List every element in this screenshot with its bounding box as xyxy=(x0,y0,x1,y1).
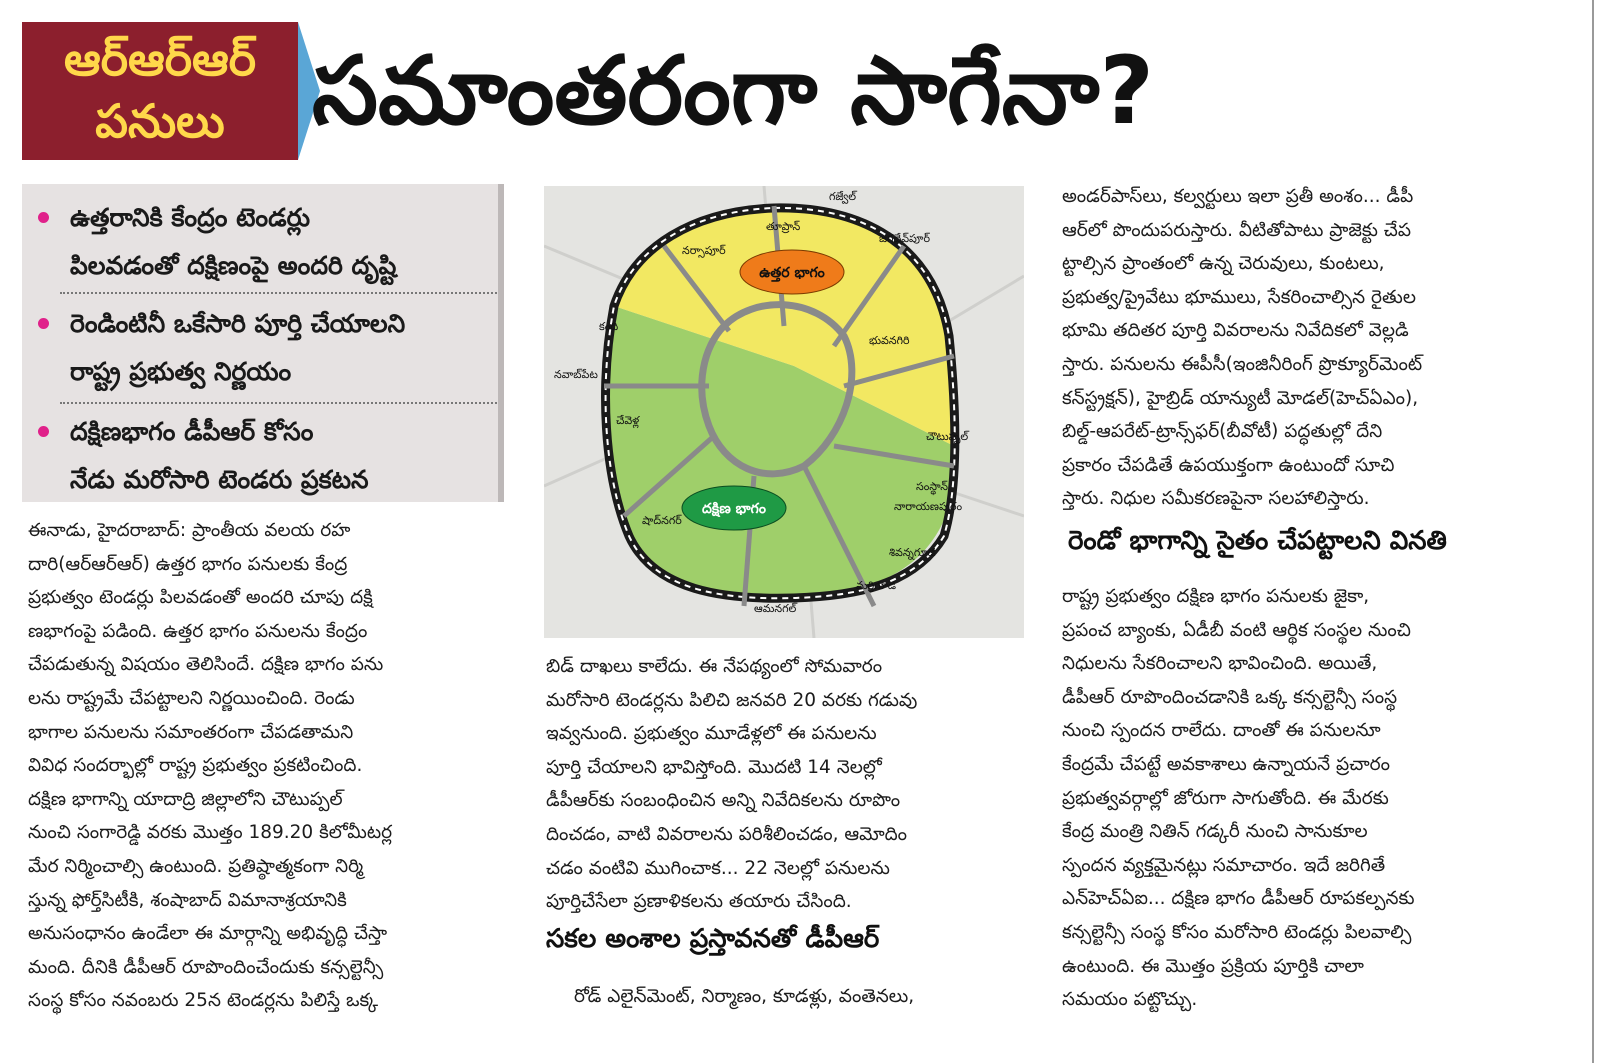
article-line: కేంద్ర మంత్రి నితిన్‌ గడ్కరీ నుంచి సానుకూల xyxy=(1062,821,1368,843)
map-town-label: భువనగిరి xyxy=(869,334,910,347)
article-line: అండర్‌పాస్‌లు, కల్వర్టులు ఇలా ప్రతీ అంశం... డీపీ xyxy=(1062,186,1414,207)
article-line: సంస్థ కోసం నవంబరు 25న టెండర్లను పిలిస్తే ఒక్క xyxy=(28,990,379,1012)
highlight-line: ఉత్తరానికి కేంద్రం టెండర్లు xyxy=(70,203,311,232)
map-town-label: శివన్నగూడ xyxy=(889,546,936,559)
article-line: ప్రపంచ బ్యాంకు, ఏడీబీ వంటి ఆర్థిక సంస్థల నుంచి xyxy=(1062,619,1411,641)
article-line: డీపీఆర్‌కు సంబంధించిన అన్ని నివేదికలను రూపొం xyxy=(546,790,901,812)
article-line: పూర్తి చేయాలని భావిస్తోంది. మొదటి 14 నెలల్లో xyxy=(546,756,882,778)
map-town-label: తూప్రాన్‌ xyxy=(766,220,801,233)
article-line: కేంద్రమే చేపట్టే అవకాశాలు ఉన్నాయనే ప్రచారం xyxy=(1062,753,1390,775)
article-line: భూమి తదితర పూర్తి వివరాలను నివేదికలో వెల్లడి xyxy=(1062,320,1409,342)
article-line: బిల్డ్‌-ఆపరేట్‌-ట్రాన్స్‌ఫర్‌(బీవోటీ) పద్ధతుల్లో దేని xyxy=(1062,421,1383,443)
article-line: స్తారు. నిధుల సమీకరణపైనా సలహాలిస్తారు. xyxy=(1062,488,1370,510)
article-column-2 xyxy=(546,650,1024,919)
article-line: ఇవ్వనుంది. ప్రభుత్వం మూడేళ్లలో ఈ పనులను xyxy=(546,723,877,745)
highlight-line: పిలవడంతో దక్షిణంపై అందరి దృష్టి xyxy=(70,251,397,280)
map-graphic xyxy=(544,186,1024,638)
map-town-label: గజ్వేల్‌ xyxy=(829,190,857,203)
subheading: రెండో భాగాన్ని సైతం చేపట్టాలని వినతి xyxy=(1068,526,1447,556)
article-line: అనుసంధానం ఉండేలా ఈ మార్గాన్ని అభివృద్ధి చేస్తా xyxy=(28,923,388,945)
section-tag-line2: పనులు xyxy=(95,94,225,148)
article-line: నుంచి సంగారెడ్డి వరకు మొత్తం 189.20 కిలోమీటర్ల xyxy=(28,822,393,844)
article-line: దక్షిణ భాగాన్ని యాదాద్రి జిల్లాలోని చౌటుప్పల్‌ xyxy=(28,788,343,810)
map-town-label: నారాయణపురం xyxy=(894,500,963,513)
map-town-label: మర్రిగూడ xyxy=(856,579,897,592)
article-line: పూర్తిచేసేలా ప్రణాళికలను తయారు చేసింది. xyxy=(546,891,852,913)
article-line: బిడ్‌ దాఖలు కాలేదు. ఈ నేపథ్యంలో సోమవారం xyxy=(546,656,883,677)
highlight-line: రాష్ట్ర ప్రభుత్వ నిర్ణయం xyxy=(70,357,292,386)
article-line: నిధులను సేకరించాలని భావించింది. అయితే, xyxy=(1062,653,1378,675)
article-column-3 xyxy=(1062,180,1538,516)
article-line: స్తారు. పనులను ఈపీసీ(ఇంజినీరింగ్‌ ప్రొక్యూర్‌మెంట్‌ xyxy=(1062,353,1423,375)
article-line: ఎన్‌హెచ్‌ఏఐ... దక్షిణ భాగం డీపీఆర్‌ రూపకల్పనకు xyxy=(1062,888,1415,910)
article-line: ఈనాడు, హైదరాబాద్‌: ప్రాంతీయ వలయ రహ xyxy=(28,520,351,541)
highlight-line: దక్షిణభాగం డీపీఆర్‌ కోసం xyxy=(70,417,314,446)
highlight-line: రెండింటినీ ఒకేసారి పూర్తి చేయాలని xyxy=(70,309,406,338)
highlight-item xyxy=(38,194,498,290)
map-town-label: షాద్‌నగర్‌ xyxy=(642,514,682,527)
article-line: సమయం పట్టొచ్చు. xyxy=(1062,989,1198,1011)
box-shadow-edge xyxy=(498,184,504,502)
article-line: భాగాల పనులను సమాంతరంగా చేపడతామని xyxy=(28,721,354,743)
map-town-label: చేవెళ్ల xyxy=(616,414,640,427)
bullet-dot-icon xyxy=(38,426,49,437)
article-column-1 xyxy=(28,514,504,1018)
map-town-label: కంది xyxy=(599,320,619,333)
bullet-dot-icon xyxy=(38,318,49,329)
highlight-item xyxy=(38,408,498,504)
article-line: మరోసారి టెండర్లను పిలిచి జనవరి 20 వరకు గడువు xyxy=(546,689,918,711)
article-line: కన్‌స్ట్రక్షన్‌), హైబ్రిడ్‌ యాన్యుటీ మోడల్‌(హెచ్‌ఏఎం), xyxy=(1062,387,1419,409)
article-line: మేర నిర్మించాల్సి ఉంటుంది. ప్రతిష్ఠాత్మకంగా నిర్మి xyxy=(28,855,364,877)
map-town-label: సంస్థాన్‌ xyxy=(916,480,948,493)
map-town-label: చౌటుప్పల్‌ xyxy=(926,430,969,443)
page-edge-line xyxy=(1592,0,1594,1063)
article-column-3b xyxy=(1062,580,1538,1017)
rrr-map xyxy=(544,186,1024,638)
article-line: ణభాగంపై పడింది. ఉత్తర భాగం పనులను కేంద్రం xyxy=(28,620,368,642)
article-line: స్తున్న ఫోర్త్‌సిటీకి, శంషాబాద్‌ విమానాశ్రయానికి xyxy=(28,889,347,911)
article-line: ప్రభుత్వ/ప్రైవేటు భూములు, సేకరించాల్సిన రైతుల xyxy=(1062,286,1416,308)
article-line: ఉంటుంది. ఈ మొత్తం ప్రక్రియ పూర్తికి చాలా xyxy=(1062,955,1364,977)
article-line: నుంచి స్పందన రాలేదు. దాంతో ఈ పనులనూ xyxy=(1062,720,1381,742)
article-line: ఆర్‌లో పొందుపరుస్తారు. వీటితోపాటు ప్రాజెక్టు చేప xyxy=(1062,219,1412,241)
subheading: సకల అంశాల ప్రస్తావనతో డీపీఆర్‌ xyxy=(546,924,880,954)
map-town-label: ఆమనగల్‌ xyxy=(754,602,797,615)
highlight-item xyxy=(38,300,498,396)
article-column-2-continued xyxy=(574,980,1024,1014)
article-line: చేపడుతున్న విషయం తెలిసిందే. దక్షిణ భాగం పను xyxy=(28,654,384,676)
headline: సమాంతరంగా సాగేనా? xyxy=(312,37,1154,146)
article-line: స్పందన వ్యక్తమైనట్లు సమాచారం. ఇదే జరిగితే xyxy=(1062,854,1386,876)
article-line: చడం వంటివి ముగించాక... 22 నెలల్లో పనులను xyxy=(546,857,890,879)
article-line: కన్సల్టెన్సీ సంస్థ కోసం మరోసారి టెండర్లు పిలవాల్సి xyxy=(1062,921,1412,943)
section-tag xyxy=(22,22,298,160)
highlights-box xyxy=(22,184,504,502)
article-line: ప్రభుత్వవర్గాల్లో జోరుగా సాగుతోంది. ఈ మేరకు xyxy=(1062,787,1389,809)
dotted-divider xyxy=(60,292,500,294)
map-north-label: ఉత్తర భాగం xyxy=(759,265,825,281)
highlight-line: నేడు మరోసారి టెండరు ప్రకటన xyxy=(70,465,369,494)
article-line: ట్టాల్సిన ప్రాంతంలో ఉన్న చెరువులు, కుంటలు, xyxy=(1062,253,1385,275)
article-line: వివిధ సందర్భాల్లో రాష్ట్ర ప్రభుత్వం ప్రకటించింది. xyxy=(28,755,363,777)
map-south-label: దక్షిణ భాగం xyxy=(702,501,766,517)
map-town-label: నవాబ్‌పేట xyxy=(554,368,598,381)
article-line: దారి(ఆర్‌ఆర్‌ఆర్‌) ఉత్తర భాగం పనులకు కేంద్ర xyxy=(28,553,348,575)
article-line: లను రాష్ట్రమే చేపట్టాలని నిర్ణయించింది. రెండు xyxy=(28,687,355,709)
article-line: రోడ్‌ ఎలైన్‌మెంట్‌, నిర్మాణం, కూడళ్లు, వంతెనలు, xyxy=(574,986,915,1007)
article-line: మంది. దీనికి డీపీఆర్‌ రూపొందించేందుకు కన్సల్టెన్సీ xyxy=(28,956,384,978)
map-town-label: జగదేవ్‌పూర్‌ xyxy=(879,232,930,245)
dotted-divider xyxy=(60,402,500,404)
article-line: డీపీఆర్‌ రూపొందించడానికి ఒక్క కన్సల్టెన్సీ సంస్థ xyxy=(1062,686,1398,708)
article-line: ప్రకారం చేపడితే ఉపయుక్తంగా ఉంటుందో సూచి xyxy=(1062,454,1395,476)
article-line: ప్రభుత్వం టెండర్లు పిలవడంతో అందరి చూపు దక్షి xyxy=(28,587,373,609)
article-line: రాష్ట్ర ప్రభుత్వం దక్షిణ భాగం పనులకు జైకా, xyxy=(1062,586,1370,607)
map-town-label: నర్సాపూర్‌ xyxy=(682,244,726,257)
section-tag-line1: ఆర్‌ఆర్‌ఆర్‌ xyxy=(64,32,256,86)
bullet-dot-icon xyxy=(38,212,49,223)
article-line: దించడం, వాటి వివరాలను పరిశీలించడం, ఆమోదిం xyxy=(546,823,908,845)
